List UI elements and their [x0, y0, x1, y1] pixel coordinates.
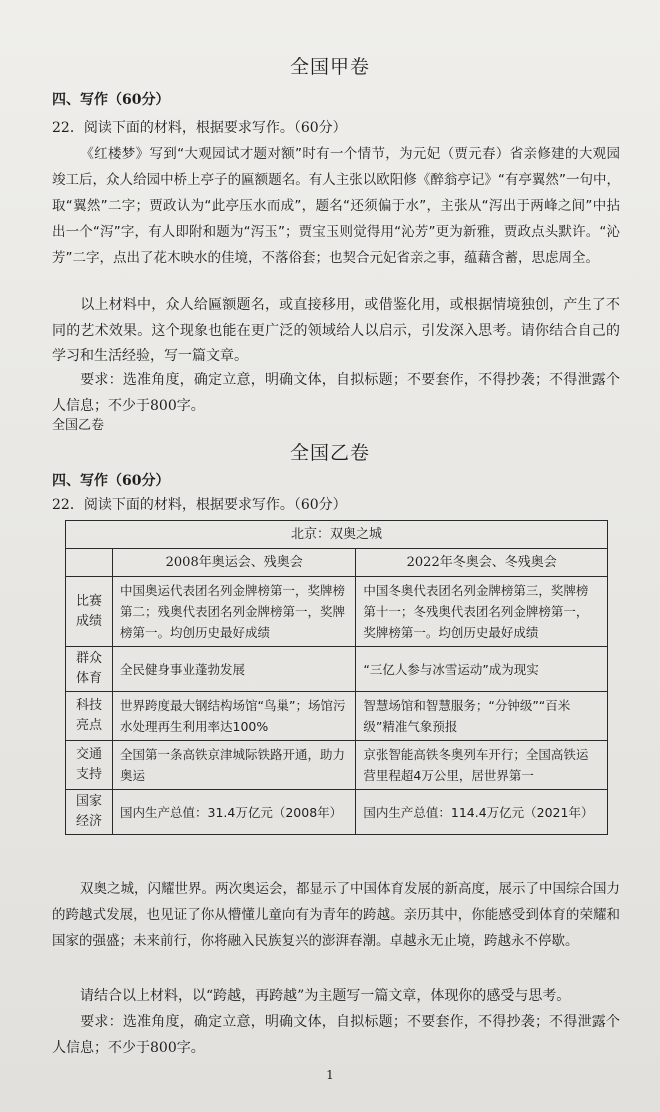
table-row — [66, 577, 608, 647]
row-header: 科技亮点 — [66, 692, 113, 741]
table-row — [66, 647, 608, 692]
table-header-row — [66, 549, 608, 577]
table-corner-cell — [66, 549, 113, 577]
column-header-2022: 2022年冬奥会、冬残奥会 — [356, 549, 608, 577]
row-header: 交通支持 — [66, 741, 113, 790]
section-b-question: 22．阅读下面的材料，根据要求写作。（60分） — [52, 497, 347, 513]
table-caption: 北京：双奥之城 — [66, 521, 608, 549]
section-a-heading: 四、写作（60分） — [52, 92, 170, 108]
section-b-requirements: 要求：选准角度，确定立意，明确文体，自拟标题；不要套作，不得抄袭；不得泄露个人信息；不少于800字。 — [52, 1014, 620, 1056]
page-number: 1 — [326, 1068, 334, 1082]
section-b-title: 全国乙卷 — [289, 442, 370, 464]
cell-2008: 全国第一条高铁京津城际铁路开通，助力奥运 — [113, 741, 356, 790]
section-a-requirements: 要求：选准角度，确定立意，明确文体，自拟标题；不要套作，不得抄袭；不得泄露个人信息；不少于800字。 — [52, 372, 620, 414]
cell-2022: “三亿人参与冰雪运动”成为现实 — [356, 647, 608, 692]
section-a-prompt: 以上材料中，众人给匾额题名，或直接移用，或借鉴化用，或根据情境独创，产生了不同的艺术效果。这个现象也能在更广泛的领域给人以启示，引发深入思考。请你结合自己的学习和生活经验，写一篇文章。 — [52, 297, 620, 364]
section-a-material: 《红楼梦》写到“大观园试才题对额”时有一个情节，为元妃（贾元春）省亲修建的大观园竣工后，众人给园中桥上亭子的匾额题名。有人主张以欧阳修《醉翁亭记》“有亭翼然”一句中，取“翼然”二字；贾政认为“此亭压水而成”，题名“还须偏于水”，主张从“泻出于两峰之间”中拈出一个“泻”字，有人即附和题为“泻玉”；贾宝玉则觉得用“沁芳”更为新雅，贾政点头默许。“沁芳”二字，点出了花木映水的佳境，不落俗套；也契合元妃省亲之事，蕴藉含蓄，思虑周全。 — [52, 146, 620, 266]
row-header: 国家经济 — [66, 790, 113, 835]
cell-2022: 中国冬奥代表团名列金牌榜第三，奖牌榜第十一；冬残奥代表团名列金牌榜第一，奖牌榜第一。均创历史最好成绩 — [356, 577, 608, 647]
cell-2022: 京张智能高铁冬奥列车开行；全国高铁运营里程超4万公里，居世界第一 — [356, 741, 608, 790]
section-a-question: 22．阅读下面的材料，根据要求写作。（60分） — [52, 120, 347, 136]
table-caption-row — [66, 521, 608, 549]
row-header: 群众体育 — [66, 647, 113, 692]
cell-2008: 中国奥运代表团名列金牌榜第一，奖牌榜第二；残奥代表团名列金牌榜第一，奖牌榜第一。均创历史最好成绩 — [113, 577, 356, 647]
table-row — [66, 692, 608, 741]
row-header: 比赛成绩 — [66, 577, 113, 647]
table-row — [66, 741, 608, 790]
twin-olympics-table — [65, 520, 608, 835]
cell-2008: 世界跨度最大钢结构场馆“鸟巢”；场馆污水处理再生利用率达100% — [113, 692, 356, 741]
table-row — [66, 790, 608, 835]
section-a-footer-label: 全国乙卷 — [52, 418, 105, 433]
section-a-title: 全国甲卷 — [289, 56, 370, 78]
cell-2008: 全民健身事业蓬勃发展 — [113, 647, 356, 692]
section-b-material: 双奥之城，闪耀世界。两次奥运会，都显示了中国体育发展的新高度，展示了中国综合国力的跨越式发展，也见证了你从懵懂儿童向有为青年的跨越。亲历其中，你能感受到体育的荣耀和国家的强盛；未来前行，你将融入民族复兴的澎湃春潮。卓越永无止境，跨越永不停歇。 — [52, 881, 620, 949]
section-b-heading: 四、写作（60分） — [52, 473, 170, 489]
cell-2022: 智慧场馆和智慧服务；“分钟级”“百米级”精准气象预报 — [356, 692, 608, 741]
cell-2008: 国内生产总值：31.4万亿元（2008年） — [113, 790, 356, 835]
cell-2022: 国内生产总值：114.4万亿元（2021年） — [356, 790, 608, 835]
section-b-prompt: 请结合以上材料，以“跨越，再跨越”为主题写一篇文章，体现你的感受与思考。 — [80, 988, 571, 1004]
column-header-2008: 2008年奥运会、残奥会 — [113, 549, 356, 577]
